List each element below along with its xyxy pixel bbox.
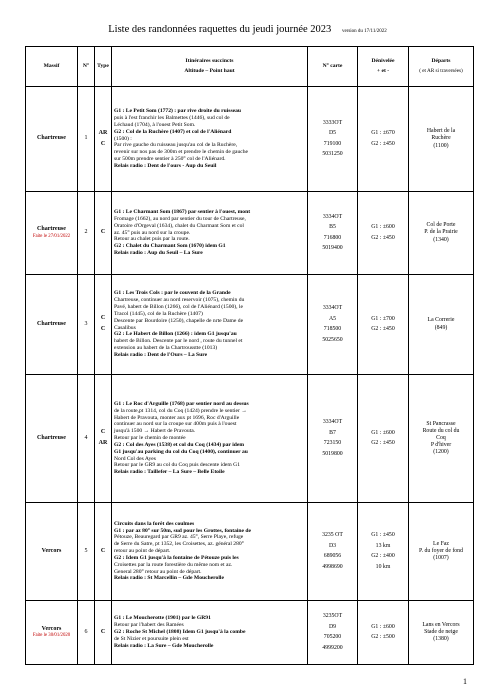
departs-line: Col de Porte	[426, 222, 456, 229]
massif-cell	[26, 375, 78, 503]
carte-line: 718500	[323, 326, 342, 333]
itineraire-cell	[112, 601, 308, 665]
departs-cell	[409, 192, 474, 275]
denivelee-line: G1 : ±600	[371, 623, 395, 630]
type-label: C	[100, 429, 106, 436]
header-row	[26, 47, 474, 87]
itineraire-line: jusqu'à 1500 → Habert de Pravouta.	[114, 428, 196, 435]
table-row	[26, 275, 474, 375]
itineraire-line: G1 jusqu'au parking du col du Coq (1400), continuer au	[114, 448, 248, 455]
carte-line: D9	[328, 623, 337, 630]
itineraire-line: Fromage (1662), au nord par sentier du tour de Chartreuse,	[114, 215, 246, 222]
denivelee-line: G1 : ±600	[371, 224, 395, 231]
itineraire-line: Par rive gauche du ruisseau jusqu'au col de la Ruchère,	[114, 142, 238, 149]
denivelee-line: G1 : ±700	[371, 315, 395, 322]
type-cell	[95, 192, 112, 275]
departs-line: Ruchère	[431, 135, 451, 142]
departs-line: Coq	[436, 434, 446, 441]
itineraire-line: revenir sur nos pas de 300m et prendre le chemin de gauche	[114, 149, 249, 156]
carte-line: 689056	[323, 553, 342, 560]
carte-line: 5031250	[322, 151, 343, 158]
departs-line: Le Faz	[433, 540, 449, 547]
table-row	[26, 503, 474, 601]
carte-line: B5	[329, 224, 336, 231]
version-label: version du 17/11/2022	[341, 29, 387, 34]
itineraire-line: Relais radio : Dent de l'ours - Aup du Seuil	[114, 162, 217, 169]
itineraire-line: (1500) :	[114, 135, 132, 142]
massif-note: Faite le 27/01/2022	[32, 233, 71, 239]
carte-line: 3235 OT	[322, 532, 343, 539]
itineraire-line: Relais radio : Dent de l'Ours – La Sure	[114, 351, 208, 358]
header-denivelee	[358, 47, 409, 87]
denivelee-line: G1 : ±450	[371, 532, 395, 539]
departs-cell	[409, 87, 474, 192]
carte-line: D5	[328, 130, 337, 137]
carte-line: 3334OT	[322, 213, 343, 220]
itineraire-line: Retour par l'habert des Ramées	[114, 622, 184, 629]
header-denivelee-label: Dénivelée	[371, 57, 395, 64]
itineraire-line: Circuits dans la forêt des coulmes	[114, 520, 195, 527]
carte-cell	[308, 275, 358, 375]
denivelee-cell	[358, 375, 409, 503]
row-number: 6	[78, 601, 95, 665]
itineraire-line: General 280° retour au point de départ.	[114, 568, 202, 575]
departs-line: La Correrie	[427, 317, 455, 324]
carte-line: 3235OT	[322, 613, 343, 620]
itineraire-line: G2 : Col de la Ruchère (1407) et col de l'Aliénard	[114, 128, 232, 135]
itineraire-line: Retour au chalet puis par la route.	[114, 236, 190, 243]
departs-line: (1007)	[433, 555, 449, 562]
departs-line: (1340)	[433, 236, 449, 243]
itineraire-line: G2 : Le Habert de Billon (1266) : idem G1 jusqu'au	[114, 331, 237, 338]
itineraire-line: G2 : Idem G1 jusqu'à la fontaine de Pétouze puis les	[114, 554, 239, 561]
itineraire-line: az. 45° puis au nord sur la croupe.	[114, 229, 191, 236]
itineraire-line: Croisettes par la route forestière du même nom et az.	[114, 561, 233, 568]
itineraire-cell	[112, 87, 308, 192]
type-label: C	[100, 326, 106, 333]
header-denivelee-sub: + et -	[376, 68, 390, 75]
itineraire-line: continuer au nord sur la croupe sur 400m puis à l'ouest	[114, 421, 237, 428]
header-num: N°	[78, 47, 95, 87]
denivelee-line: G2 : ±400	[371, 553, 395, 560]
massif-cell	[26, 601, 78, 665]
denivelee-line: G2 : ±450	[371, 234, 395, 241]
carte-line: 719100	[323, 140, 342, 147]
itineraire-line: G1 : Les Trois Cols : par le couvent de la Grande	[114, 290, 231, 297]
row-number: 3	[78, 275, 95, 375]
departs-cell	[409, 601, 474, 665]
itineraire-line: Retour par le GR9 au col du Coq puis descente idem G1	[114, 462, 240, 469]
itineraire-line: habert de Billon. Descente par le nord , route du tunnel et	[114, 338, 243, 345]
itineraire-line: Descente par Bourdoire (1250), chapelle de nrte Dame de	[114, 317, 244, 324]
type-label: C	[100, 140, 106, 147]
row-number: 1	[78, 87, 95, 192]
table-row	[26, 375, 474, 503]
itineraire-cell	[112, 275, 308, 375]
type-label: C	[100, 315, 106, 322]
type-label: AR	[98, 440, 108, 447]
page-title: Liste des randonnées raquettes du jeudi journée 2023	[108, 24, 332, 35]
departs-line: Route du col du	[422, 427, 460, 434]
type-cell	[95, 275, 112, 375]
header-itineraires	[112, 47, 308, 87]
itineraire-line: Relais radio : Aup du Seuil – La Sure	[114, 250, 203, 257]
carte-line: 3333OT	[322, 119, 343, 126]
itineraire-line: Relais radio : Taillefer – La Sure – Belle Etoile	[114, 469, 225, 476]
itineraire-line: G1 : Le Roc d'Arguille (1768) par sentier nord au dessus	[114, 401, 249, 408]
denivelee-line: 13 km	[375, 542, 391, 549]
departs-line: Stade de neige	[424, 628, 458, 635]
carte-cell	[308, 375, 358, 503]
itineraire-line: retour au point de départ.	[114, 548, 171, 555]
carte-line: B7	[329, 429, 336, 436]
header-departs	[409, 47, 474, 87]
carte-line: 4998690	[322, 563, 343, 570]
carte-line: 5019800	[322, 450, 343, 457]
itineraire-line: G1 : Le Charmant Som (1867) par sentier à l'ouest, mont	[114, 209, 251, 216]
type-label: AR	[98, 129, 108, 136]
departs-line: (1380)	[433, 636, 449, 643]
row-number: 4	[78, 375, 95, 503]
departs-line: (1100)	[433, 142, 449, 149]
carte-line: 4999200	[322, 644, 343, 651]
page-title-block	[0, 24, 495, 35]
itineraire-line: G2 : Col des Ayes (1538) et col du Coq (1434) par idem	[114, 441, 244, 448]
massif-label: Chartreuse	[37, 434, 66, 441]
itineraire-cell	[112, 375, 308, 503]
header-departs-sub: ( et AR si traversées)	[419, 68, 463, 75]
type-label: C	[100, 229, 106, 236]
table-row	[26, 192, 474, 275]
departs-cell	[409, 503, 474, 601]
massif-label: Chartreuse	[37, 320, 66, 327]
departs-line: P d'hiver	[430, 442, 452, 449]
carte-line: 3334OT	[322, 419, 343, 426]
itineraire-line: Relais radio : La Sure – Gde Moucherolle	[114, 642, 214, 649]
table-row	[26, 87, 474, 192]
denivelee-cell	[358, 275, 409, 375]
header-itineraires-sub: Altitude – Point haut	[184, 68, 235, 75]
itineraire-line: Tracol (1445), col de la Ruchère (1407)	[114, 310, 203, 317]
carte-line: D3	[328, 542, 337, 549]
row-number: 5	[78, 503, 95, 601]
type-cell	[95, 503, 112, 601]
massif-cell	[26, 275, 78, 375]
type-cell	[95, 375, 112, 503]
itineraire-line: de la route,pt 1314, col du Coq (1424) prendre le sentier →	[114, 407, 247, 414]
denivelee-cell	[358, 192, 409, 275]
itineraire-line: Pétouze, Beauregard par GR9 az. 45°, Serre Playe, refuge	[114, 534, 244, 541]
itineraire-line: G2 : Chalet du Charmant Som (1670) idem G1	[114, 243, 226, 250]
denivelee-cell	[358, 503, 409, 601]
type-label: C	[100, 628, 106, 635]
departs-line: (849)	[434, 324, 448, 331]
itineraire-line: Léchaud (1704), à l'ouest Petit Som.	[114, 121, 196, 128]
denivelee-line: G2 : ±450	[371, 140, 395, 147]
denivelee-cell	[358, 87, 409, 192]
itineraire-line: sur 500m prendre sentier à 250° col de l'Aliénard.	[114, 156, 226, 163]
massif-note: Faite le 30/01/2020	[32, 633, 71, 639]
randonnees-table	[25, 46, 474, 665]
itineraire-line: Habert de Pravouta, monter aux pt 1696, Roc d'Arguille	[114, 414, 240, 421]
massif-cell	[26, 503, 78, 601]
table-body	[26, 87, 474, 665]
massif-label: Vercors	[41, 625, 62, 632]
departs-line: St Pancrasse	[426, 420, 456, 427]
itineraire-line: de Serre du Satre, pt 1352, les Croisettes, az. général 280°	[114, 541, 244, 548]
massif-label: Chartreuse	[37, 226, 66, 233]
itineraire-line: Retour par le chemin de montée	[114, 435, 186, 442]
departs-cell	[409, 275, 474, 375]
itineraire-line: Chartreuse, continuer au nord reservoir (1075), chemin du	[114, 297, 245, 304]
itineraire-line: G1 : Le Moucherotte (1901) par le GR91	[114, 615, 211, 622]
itineraire-line: G1 : par az 80° sur 50m, sud pour les Grottes, fontaine de	[114, 527, 252, 534]
header-type: Type	[95, 47, 112, 87]
itineraire-cell	[112, 503, 308, 601]
departs-line: (1200)	[433, 449, 449, 456]
denivelee-line: G2 : ±450	[371, 326, 395, 333]
row-number: 2	[78, 192, 95, 275]
type-label: C	[100, 547, 106, 554]
page-number: 1	[463, 677, 467, 686]
table-row	[26, 601, 474, 665]
itineraire-line: de St Nizier et poursuite plein est	[114, 635, 189, 642]
header-itineraires-label: Itinéraires succincts	[185, 57, 234, 64]
type-cell	[95, 87, 112, 192]
departs-line: P. de la Prairie	[424, 229, 458, 236]
massif-label: Chartreuse	[37, 135, 66, 142]
departs-line: Lans en Vercors	[422, 621, 460, 628]
carte-line: 5019400	[322, 245, 343, 252]
departs-cell	[409, 375, 474, 503]
massif-cell	[26, 192, 78, 275]
carte-line: 705200	[323, 634, 342, 641]
carte-cell	[308, 503, 358, 601]
massif-label: Vercors	[41, 547, 62, 554]
denivelee-cell	[358, 601, 409, 665]
itineraire-line: Nord Col des Ayes	[114, 455, 156, 462]
denivelee-line: G1 : ±600	[371, 429, 395, 436]
itineraire-line: Oratoire d'Orgeval (1634), chalet du Charmant Som et col	[114, 222, 244, 229]
carte-cell	[308, 601, 358, 665]
type-cell	[95, 601, 112, 665]
itineraire-line: G2 : Roche St Michel (1808) Idem G1 jusqu'à la combe	[114, 629, 246, 636]
carte-line: 716800	[323, 234, 342, 241]
carte-line: 3334OT	[322, 305, 343, 312]
carte-cell	[308, 87, 358, 192]
departs-line: Habert de la	[426, 128, 456, 135]
itineraire-line: extension au habert de la Chartrousstte (1013)	[114, 344, 218, 351]
massif-cell	[26, 87, 78, 192]
denivelee-line: G2 : ±450	[371, 440, 395, 447]
carte-line: 723150	[323, 440, 342, 447]
itineraire-line: G1 : Le Petit Som (1772) : par rive droite du ruisseau	[114, 108, 242, 115]
itineraire-line: Casalibus	[114, 324, 136, 331]
itineraire-line: Relais radio : St Marcellin – Gde Moucherolle	[114, 575, 224, 582]
carte-cell	[308, 192, 358, 275]
departs-line: P. du foyer de fond	[419, 547, 463, 554]
carte-line: A5	[328, 315, 337, 322]
itineraire-cell	[112, 192, 308, 275]
itineraire-line: Pavé, habert de Billon (1266), col de l'Aliénard (1500), le	[114, 304, 244, 311]
carte-line: 5025650	[322, 336, 343, 343]
denivelee-line: 10 km	[375, 563, 391, 570]
denivelee-line: G2 : ±500	[371, 634, 395, 641]
denivelee-line: G1 : ±670	[371, 130, 395, 137]
header-departs-label: Départs	[431, 58, 451, 65]
header-massif: Massif	[26, 47, 78, 87]
header-carte: N° carte	[308, 47, 358, 87]
itineraire-line: puis à l'est franchir les Balmettes (1446), sud col de	[114, 115, 230, 122]
